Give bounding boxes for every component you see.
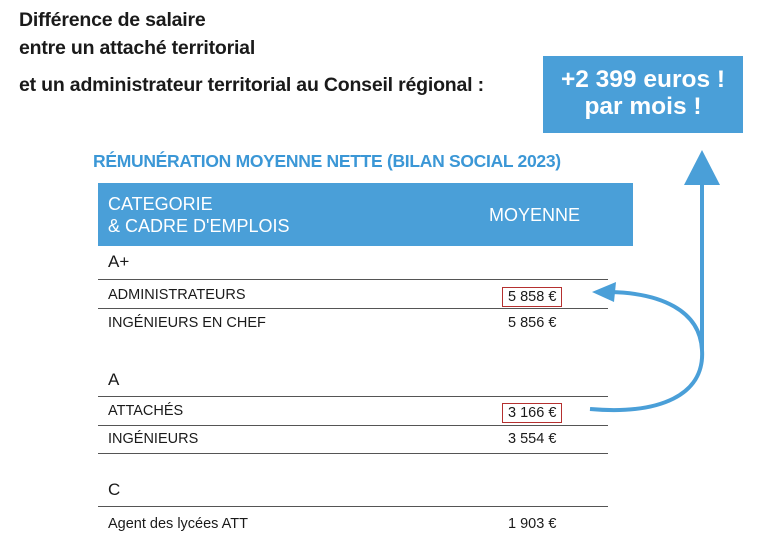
- arrowhead-up-icon: [684, 150, 720, 185]
- callout-amount: +2 399 euros !: [560, 66, 726, 93]
- category-label: A+: [108, 252, 130, 271]
- row-value: 3 554 €: [508, 431, 557, 447]
- highlighted-value: 5 858 €: [502, 287, 562, 307]
- row-label: ATTACHÉS: [108, 403, 184, 419]
- row-label: INGÉNIEURS: [108, 431, 199, 447]
- arrowhead-left-icon: [592, 282, 616, 302]
- row-value: 1 903 €: [508, 516, 557, 532]
- table-title: RÉMUNÉRATION MOYENNE NETTE (BILAN SOCIAL 2023): [93, 151, 561, 171]
- row-label: Agent des lycées ATT: [108, 516, 248, 532]
- header-category-line-1: CATEGORIE: [108, 194, 213, 214]
- headline-line-1: Différence de salaire: [19, 9, 206, 31]
- highlighted-value: 3 166 €: [502, 403, 562, 423]
- category-label: A: [108, 370, 120, 389]
- headline-line-2: entre un attaché territorial: [19, 37, 256, 59]
- header-average: MOYENNE: [489, 205, 581, 225]
- row-label: INGÉNIEURS EN CHEF: [108, 315, 266, 331]
- header-category-line-2: & CADRE D'EMPLOIS: [108, 216, 290, 236]
- headline-line-3: et un administrateur territorial au Conseil régional :: [19, 74, 484, 96]
- curved-arrow-icon: [590, 292, 702, 410]
- callout-period: par mois !: [584, 93, 702, 120]
- row-value: 5 856 €: [508, 315, 557, 331]
- row-label: ADMINISTRATEURS: [108, 287, 246, 303]
- category-label: C: [108, 480, 121, 499]
